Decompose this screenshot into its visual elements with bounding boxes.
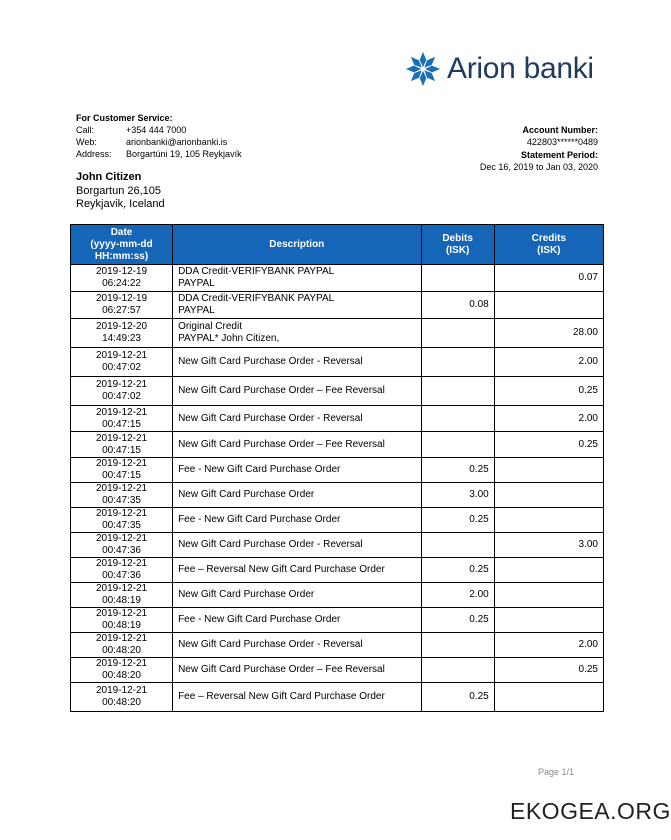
credit-cell: 3.00 <box>494 533 603 558</box>
date-cell <box>71 319 173 348</box>
date-cell <box>71 683 173 712</box>
date-cell <box>71 508 173 533</box>
date-cell <box>71 483 173 508</box>
date-value: 2019-12-21 <box>95 508 148 519</box>
time-value: 00:47:02 <box>102 362 141 373</box>
date-value: 2019-12-21 <box>95 533 148 544</box>
time-value: 00:47:35 <box>102 520 141 531</box>
description-cell <box>173 406 421 432</box>
table-row <box>71 348 604 377</box>
debit-cell: 0.25 <box>421 458 494 483</box>
date-cell <box>71 406 173 432</box>
debit-cell <box>421 533 494 558</box>
debit-cell <box>421 658 494 683</box>
description-cell <box>173 683 421 712</box>
table-row <box>71 406 604 432</box>
date-cell <box>71 608 173 633</box>
credit-cell: 0.07 <box>494 265 603 292</box>
debit-cell <box>421 265 494 292</box>
description-line2: PAYPAL <box>178 278 215 289</box>
customer-block <box>76 171 165 212</box>
call-value: +354 444 7000 <box>126 125 187 135</box>
call-label: Call: <box>76 125 95 135</box>
date-value: 2019-12-19 <box>95 266 148 277</box>
description-cell <box>173 583 421 608</box>
bank-name: Arion banki <box>447 52 594 85</box>
transactions-table <box>70 224 604 712</box>
date-cell <box>71 432 173 458</box>
debit-cell: 0.25 <box>421 558 494 583</box>
description-line1: DDA Credit-VERIFYBANK PAYPAL <box>178 266 335 277</box>
table-row <box>71 658 604 683</box>
customer-address-line1: Borgartun 26,105 <box>76 184 162 197</box>
time-value: 00:47:36 <box>102 545 141 556</box>
statement-period-label: Statement Period: <box>520 149 598 160</box>
description-line1: Fee – Reversal New Gift Card Purchase Order <box>178 691 385 702</box>
date-value: 2019-12-21 <box>95 406 148 418</box>
debit-cell <box>421 319 494 348</box>
description-cell <box>173 348 421 377</box>
customer-address-line2: Reykjavik, Iceland <box>76 198 165 210</box>
date-value: 2019-12-21 <box>95 685 148 696</box>
description-line1: DDA Credit-VERIFYBANK PAYPAL <box>178 293 335 304</box>
debit-cell <box>421 348 494 377</box>
description-line1: Fee - New Gift Card Purchase Order <box>178 614 341 625</box>
credit-cell: 28.00 <box>494 319 603 348</box>
date-value: 2019-12-21 <box>95 658 148 669</box>
address-value: Borgartúni 19, 105 Reykjavík <box>126 149 242 159</box>
description-cell <box>173 458 421 483</box>
date-cell <box>71 658 173 683</box>
credit-cell <box>494 292 603 319</box>
debit-cell: 0.25 <box>421 608 494 633</box>
time-value: 00:47:15 <box>102 444 141 456</box>
table-row <box>71 432 604 458</box>
description-line1: New Gift Card Purchase Order - Reversal <box>178 412 363 424</box>
date-value: 2019-12-21 <box>95 608 148 619</box>
date-cell <box>71 458 173 483</box>
date-cell <box>71 348 173 377</box>
address-row <box>76 148 242 160</box>
date-cell <box>71 633 173 658</box>
debit-cell: 0.25 <box>421 508 494 533</box>
date-value: 2019-12-21 <box>95 458 148 469</box>
date-value: 2019-12-21 <box>95 379 148 390</box>
date-value: 2019-12-21 <box>95 558 148 569</box>
arion-star-icon <box>404 50 442 88</box>
credit-cell: 2.00 <box>494 406 603 432</box>
description-cell <box>173 608 421 633</box>
table-row <box>71 508 604 533</box>
web-value: arionbanki@arionbanki.is <box>126 137 228 147</box>
credit-cell: 0.25 <box>494 377 603 406</box>
date-cell <box>71 533 173 558</box>
date-cell <box>71 558 173 583</box>
address-label: Address: <box>76 149 112 159</box>
description-cell <box>173 658 421 683</box>
description-line1: New Gift Card Purchase Order – Fee Reversal <box>178 664 385 675</box>
description-line1: Fee - New Gift Card Purchase Order <box>178 514 341 525</box>
table-row <box>71 683 604 712</box>
web-row <box>76 136 242 148</box>
description-line1: New Gift Card Purchase Order <box>178 589 315 600</box>
transactions-body <box>71 265 604 712</box>
credits-column-header: Credits (ISK) <box>494 225 603 265</box>
table-header-row <box>71 225 604 265</box>
description-line1: New Gift Card Purchase Order - Reversal <box>178 539 363 550</box>
date-value: 2019-12-19 <box>95 293 148 304</box>
description-cell <box>173 377 421 406</box>
description-cell <box>173 533 421 558</box>
description-line1: New Gift Card Purchase Order - Reversal <box>178 639 363 650</box>
customer-name: John Citizen <box>76 171 142 183</box>
credit-cell <box>494 483 603 508</box>
description-cell <box>173 265 421 292</box>
call-row <box>76 124 242 136</box>
date-cell <box>71 292 173 319</box>
time-value: 00:48:19 <box>102 595 141 606</box>
description-cell <box>173 558 421 583</box>
time-value: 00:47:35 <box>102 495 141 506</box>
debit-cell <box>421 406 494 432</box>
time-value: 06:24:22 <box>102 278 141 289</box>
description-cell <box>173 508 421 533</box>
credit-cell <box>494 508 603 533</box>
description-line1: New Gift Card Purchase Order - Reversal <box>178 356 363 367</box>
table-row <box>71 319 604 348</box>
time-value: 00:48:20 <box>102 645 141 656</box>
time-value: 00:47:02 <box>102 391 141 402</box>
credit-cell <box>494 683 603 712</box>
date-value: 2019-12-21 <box>95 350 148 361</box>
table-row <box>71 583 604 608</box>
credit-cell: 0.25 <box>494 432 603 458</box>
debit-cell: 0.08 <box>421 292 494 319</box>
credit-cell: 2.00 <box>494 633 603 658</box>
date-cell <box>71 265 173 292</box>
time-value: 06:27:57 <box>102 305 141 316</box>
credit-cell <box>494 558 603 583</box>
date-column-header: Date (yyyy-mm-dd HH:mm:ss) <box>71 225 173 265</box>
web-label: Web: <box>76 137 97 147</box>
description-line1: New Gift Card Purchase Order – Fee Reversal <box>178 385 385 396</box>
time-value: 00:47:15 <box>102 470 141 481</box>
table-row <box>71 608 604 633</box>
debits-column-header: Debits (ISK) <box>421 225 494 265</box>
time-value: 00:48:20 <box>102 670 141 681</box>
date-value: 2019-12-21 <box>95 633 148 644</box>
account-number-label: Account Number: <box>522 125 598 135</box>
debit-cell: 3.00 <box>421 483 494 508</box>
table-row <box>71 458 604 483</box>
bank-logo <box>404 50 594 88</box>
watermark: EKOGEA.ORG <box>510 798 671 824</box>
debit-cell <box>421 633 494 658</box>
description-cell <box>173 432 421 458</box>
description-cell <box>173 319 421 348</box>
credit-cell <box>494 458 603 483</box>
table-row <box>71 292 604 319</box>
description-cell <box>173 633 421 658</box>
account-number-value: 422803******0489 <box>526 137 598 148</box>
credit-cell <box>494 583 603 608</box>
credit-cell: 0.25 <box>494 658 603 683</box>
description-line1: Fee – Reversal New Gift Card Purchase Order <box>178 564 385 575</box>
time-value: 14:49:23 <box>102 333 141 344</box>
debit-cell: 2.00 <box>421 583 494 608</box>
date-value: 2019-12-21 <box>95 583 148 594</box>
time-value: 00:48:19 <box>102 620 141 631</box>
credit-cell: 2.00 <box>494 348 603 377</box>
date-cell <box>71 377 173 406</box>
table-row <box>71 558 604 583</box>
debit-cell <box>421 432 494 458</box>
description-cell <box>173 483 421 508</box>
debit-cell <box>421 377 494 406</box>
date-value: 2019-12-21 <box>95 432 148 444</box>
statement-period-value: Dec 16, 2019 to Jan 03, 2020 <box>479 161 598 172</box>
time-value: 00:48:20 <box>102 697 141 708</box>
description-cell <box>173 292 421 319</box>
description-line1: Fee - New Gift Card Purchase Order <box>178 464 341 475</box>
debit-cell: 0.25 <box>421 683 494 712</box>
time-value: 00:47:15 <box>102 418 141 430</box>
description-column-header: Description <box>173 225 421 265</box>
table-row <box>71 533 604 558</box>
customer-service-heading: For Customer Service: <box>76 113 173 123</box>
table-row <box>71 377 604 406</box>
table-row <box>71 633 604 658</box>
table-row <box>71 265 604 292</box>
time-value: 00:47:36 <box>102 570 141 581</box>
description-line1: New Gift Card Purchase Order – Fee Reversal <box>178 438 385 450</box>
table-row <box>71 483 604 508</box>
page-number: Page 1/1 <box>538 767 575 777</box>
date-value: 2019-12-20 <box>95 321 148 332</box>
description-line1: New Gift Card Purchase Order <box>178 489 315 500</box>
description-line1: Original Credit <box>178 321 242 332</box>
account-info-block <box>480 124 598 173</box>
date-value: 2019-12-21 <box>95 483 148 494</box>
credit-cell <box>494 608 603 633</box>
description-line2: PAYPAL <box>178 305 215 316</box>
description-line2: PAYPAL* John Citizen, <box>178 333 280 344</box>
date-cell <box>71 583 173 608</box>
customer-service-block <box>76 112 242 160</box>
